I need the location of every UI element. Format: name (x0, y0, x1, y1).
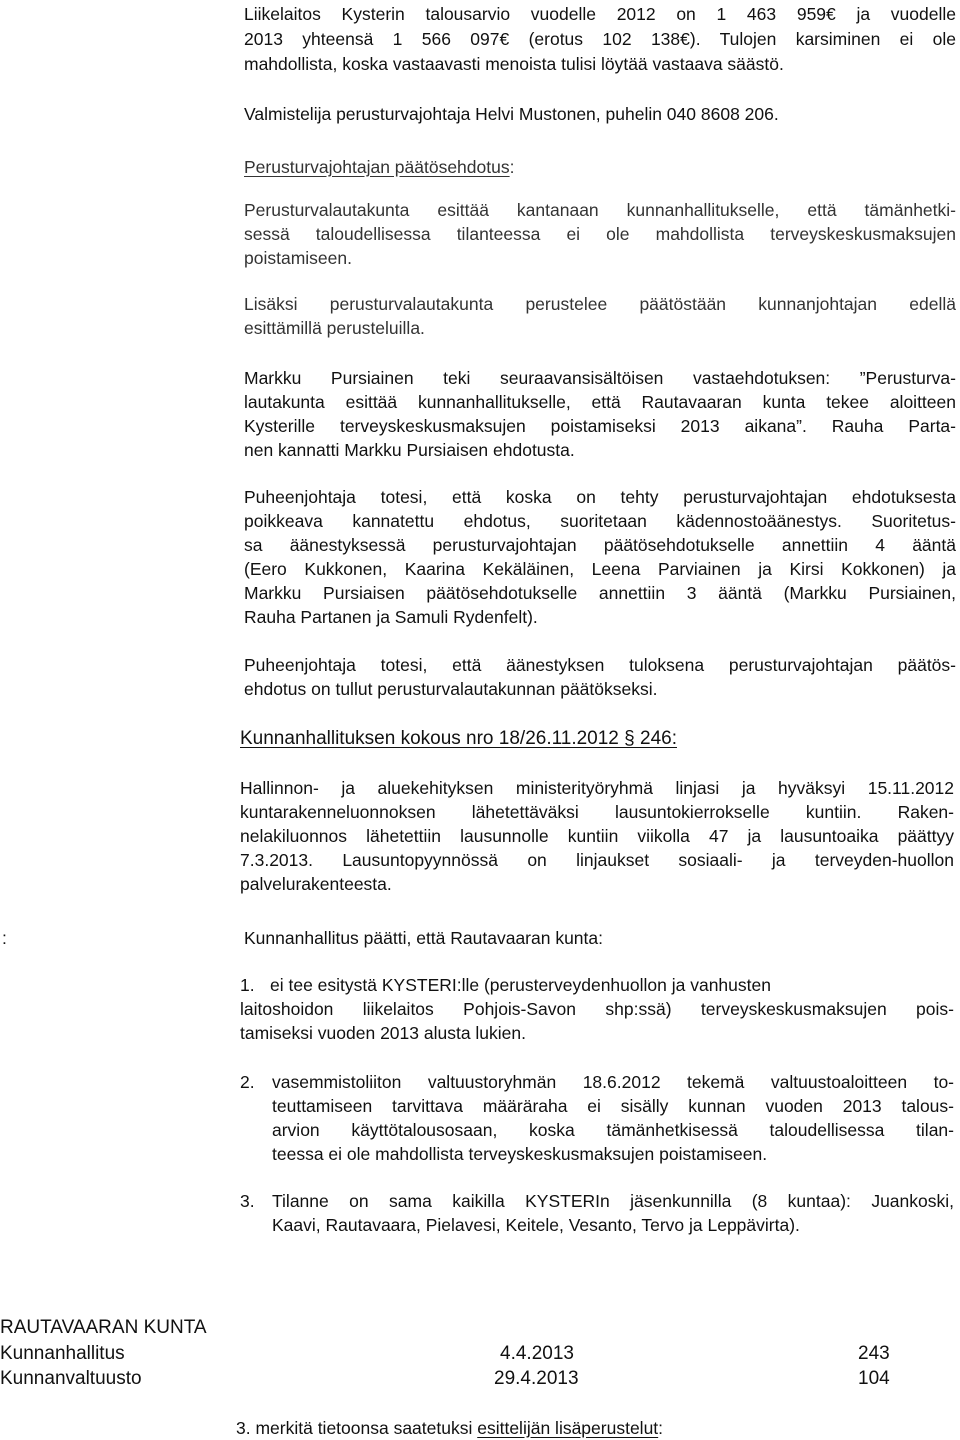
paragraph-line: Liikelaitos Kysterin talousarvio vuodelle 2012 on 1 463 959€ ja vuodelle (244, 4, 956, 24)
footer-org: RAUTAVAARAN KUNTA (0, 1317, 207, 1338)
paragraph-line: sessä taloudellisessa tilanteessa ei ole mahdollista terveyskeskusmaksujen (244, 224, 956, 244)
footer-body: Kunnanvaltuusto (0, 1368, 142, 1389)
margin-colon: : (2, 928, 7, 948)
paragraph-line: Lisäksi perusturvalautakunta perustelee päätöstään kunnanjohtajan edellä (244, 294, 956, 314)
paragraph-line: Kysterille terveyskeskusmaksujen poistamiseksi 2013 aikana”. Rauha Parta- (244, 416, 956, 436)
paragraph-line: nen kannatti Markku Pursiaisen ehdotusta. (244, 440, 575, 460)
paragraph-line: lautakunta esittää kunnanhallitukselle, että Rautavaaran kunta tekee aloitteen (244, 392, 956, 412)
item-line: Kaavi, Rautavaara, Pielavesi, Keitele, Vesanto, Tervo ja Leppävirta). (272, 1215, 800, 1235)
footer-last-line (236, 1416, 663, 1440)
item-number: 3. (240, 1191, 255, 1211)
paragraph-line: nelakiluonnos lähetettiin lausunnolle kuntiin viikolla 47 ja lausuntoaika päättyy (240, 826, 954, 846)
proposal-heading-text: Perusturvajohtajan päätösehdotus (244, 157, 510, 177)
proposal-heading (244, 155, 514, 179)
preparer-line: Valmistelija perusturvajohtaja Helvi Mustonen, puhelin 040 8608 206. (244, 104, 779, 124)
footer-page: 243 (858, 1343, 890, 1364)
footer-date: 29.4.2013 (494, 1368, 579, 1389)
paragraph-line: palvelurakenteesta. (240, 874, 392, 894)
paragraph-line: Hallinnon- ja aluekehityksen ministerityöryhmä linjasi ja hyväksyi 15.11.2012 (240, 778, 954, 798)
item-line: laitoshoidon liikelaitos Pohjois-Savon shp:ssä) terveyskeskusmaksujen pois- (240, 999, 954, 1019)
item-line: arvion käyttötalousosaan, koska tämänhetkisessä taloudellisessa tilan- (272, 1120, 954, 1140)
paragraph-line: Rauha Partanen ja Samuli Rydenfelt). (244, 607, 538, 627)
footer-last-prefix: 3. merkitä tietoonsa saatetuksi (236, 1418, 478, 1438)
paragraph-line: 7.3.2013. Lausuntopyynnössä on linjaukset sosiaali- ja terveyden-huollon (240, 850, 954, 870)
footer-body: Kunnanhallitus (0, 1343, 125, 1364)
footer-last-link[interactable]: esittelijän lisäperustelut (477, 1418, 659, 1438)
paragraph-line: 2013 yhteensä 1 566 097€ (erotus 102 138€). Tulojen karsiminen ei ole (244, 29, 956, 49)
paragraph-line: Perusturvalautakunta esittää kantanaan kunnanhallitukselle, että tämänhetki- (244, 200, 956, 220)
paragraph-line: (Eero Kukkonen, Kaarina Kekäläinen, Leena Parviainen ja Kirsi Kokkonen) ja (244, 559, 956, 579)
item-line: vasemmistoliiton valtuustoryhmän 18.6.2012 tekemä valtuustoaloitteen to- (272, 1072, 954, 1092)
paragraph-line: Markku Pursiainen teki seuraavansisältöisen vastaehdotuksen: ”Perusturva- (244, 368, 956, 388)
item-number: 1. (240, 975, 255, 995)
item-line: ei tee esitystä KYSTERI:lle (perusterveydenhuollon ja vanhusten (270, 975, 771, 995)
paragraph-line: poikkeava kannatettu ehdotus, suoritetaan kädennostoäänestys. Suoritetus- (244, 511, 956, 531)
decision-intro: Kunnanhallitus päätti, että Rautavaaran kunta: (244, 928, 603, 948)
item-line: teessa ei ole mahdollista terveyskeskusmaksujen poistamiseen. (272, 1144, 768, 1164)
paragraph-line: kuntarakenneluonnoksen lähetettäväksi lausuntokierrokselle kuntiin. Raken- (240, 802, 954, 822)
paragraph-line: sa äänestyksessä perusturvajohtajan päätösehdotukselle annettiin 4 ääntä (244, 535, 956, 555)
paragraph-line: ehdotus on tullut perusturvalautakunnan päätökseksi. (244, 679, 658, 699)
paragraph-line: Markku Pursiaisen päätösehdotukselle annettiin 3 ääntä (Markku Pursiainen, (244, 583, 956, 603)
proposal-heading-colon: : (509, 157, 515, 177)
footer-date: 4.4.2013 (500, 1343, 574, 1364)
paragraph-line: Puheenjohtaja totesi, että äänestyksen tuloksena perusturvajohtajan päätös- (244, 655, 956, 675)
item-line: tamiseksi vuoden 2013 alusta lukien. (240, 1023, 527, 1043)
footer-last-suffix: : (658, 1418, 664, 1438)
meeting-heading: Kunnanhallituksen kokous nro 18/26.11.2012 § 246: (240, 728, 677, 749)
paragraph-line: mahdollista, koska vastaavasti menoista tulisi löytää vastaava säästö. (244, 54, 784, 74)
item-number: 2. (240, 1072, 255, 1092)
paragraph-line: poistamiseen. (244, 248, 352, 268)
paragraph-line: esittämillä perusteluilla. (244, 318, 425, 338)
item-line: teuttamiseen tarvittava määräraha ei sisälly kunnan vuoden 2013 talous- (272, 1096, 954, 1116)
footer-page: 104 (858, 1368, 890, 1389)
paragraph-line: Puheenjohtaja totesi, että koska on tehty perusturvajohtajan ehdotuksesta (244, 487, 956, 507)
item-line: Tilanne on sama kaikilla KYSTERIn jäsenkunnilla (8 kuntaa): Juankoski, (272, 1191, 954, 1211)
